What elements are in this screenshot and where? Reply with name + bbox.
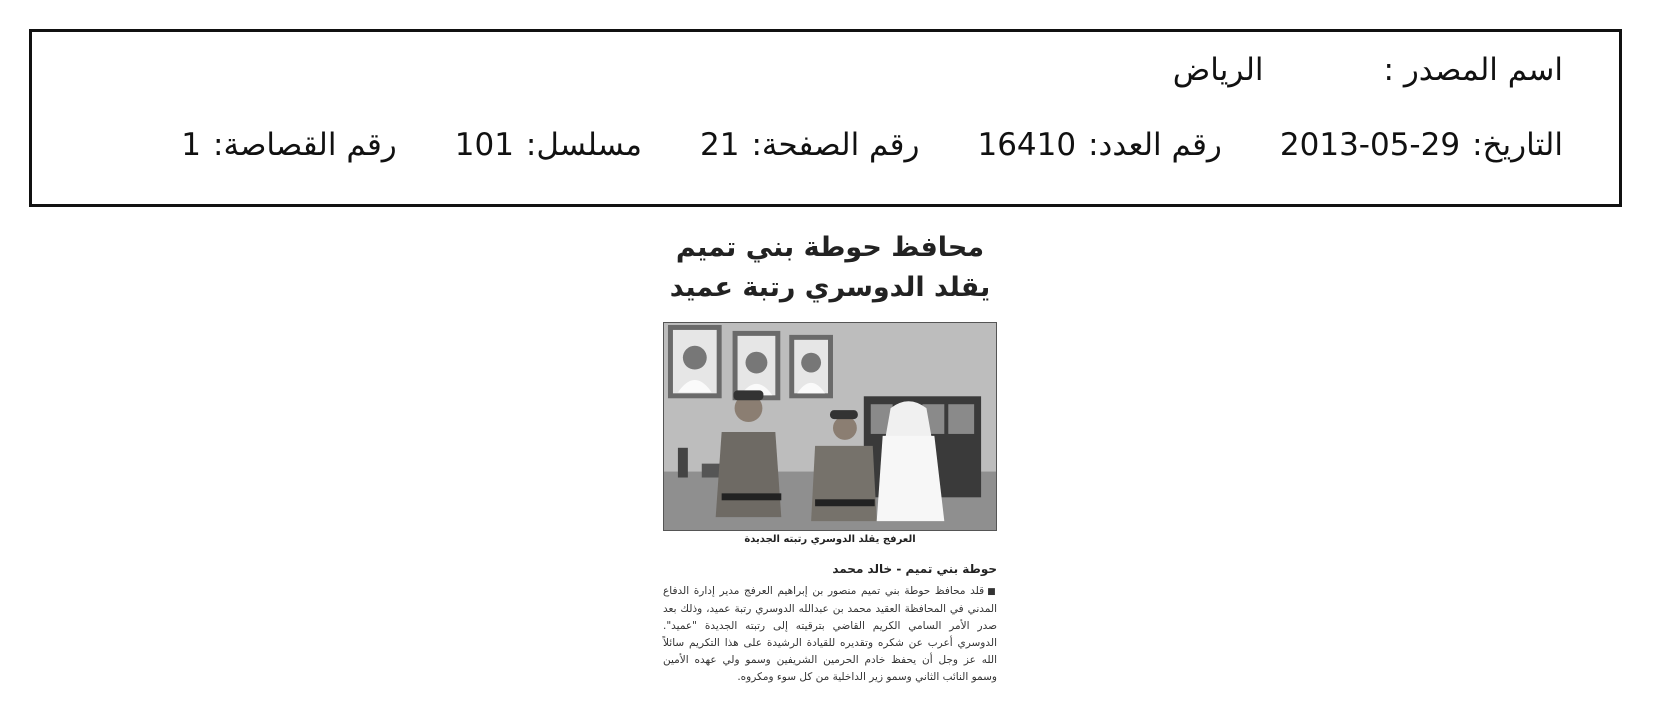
date-field [1280, 127, 1563, 163]
news-photo [663, 322, 997, 531]
headline-line-2: يقلد الدوسري رتبة عميد [669, 272, 991, 303]
issue-value: 16410 [977, 127, 1077, 163]
serial-value: 101 [454, 127, 514, 163]
date-value: 2013-05-29 [1279, 127, 1461, 163]
details-row [181, 127, 1563, 163]
photo-caption: العرفج يقلد الدوسري رتبته الجديدة [744, 534, 916, 545]
issue-label: رقم العدد: [1088, 127, 1222, 163]
source-row [1173, 52, 1563, 88]
bullet-marker: ■ [987, 587, 997, 597]
page-field [700, 127, 919, 163]
clip-number-field [181, 127, 396, 163]
page-label: رقم الصفحة: [751, 127, 920, 163]
clipping-metadata-box [29, 29, 1622, 207]
issue-field [977, 127, 1221, 163]
article-body-text: قلد محافظ حوطة بني تميم منصور بن إبراهيم العرفج مدير إدارة الدفاع المدني في المحافظة العقيد محمد بن عبدالله الدوسري رتبة عميد، وذلك بعد صدر الأمر السامي الكريم القاضي بترقيته إلى رتبته الجديدة "عميد". الدوسري أعرب عن شكره وتقديره للقيادة الرشيدة على هذا التكريم سائلاً الله عز وجل أن يحفظ خادم الحرمين الشريفين وسمو ولي عهده الأمين وسمو النائب الثاني وسمو زير الداخلية من كل سوء ومكروه. [663, 585, 997, 683]
source-label: اسم المصدر : [1383, 52, 1563, 88]
clip-number-value: 1 [181, 127, 202, 163]
clip-number-label: رقم القصاصة: [213, 127, 397, 163]
newspaper-clipping [660, 228, 1000, 727]
article-body [663, 583, 997, 686]
serial-field [455, 127, 642, 163]
news-photo-illustration [664, 323, 996, 530]
article-byline: حوطة بني تميم - خالد محمد [832, 562, 997, 576]
serial-label: مسلسل: [525, 127, 643, 163]
headline-line-1: محافظ حوطة بني تميم [675, 232, 985, 263]
date-label: التاريخ: [1472, 127, 1563, 163]
source-value: الرياض [1172, 52, 1264, 88]
page-value: 21 [700, 127, 740, 163]
